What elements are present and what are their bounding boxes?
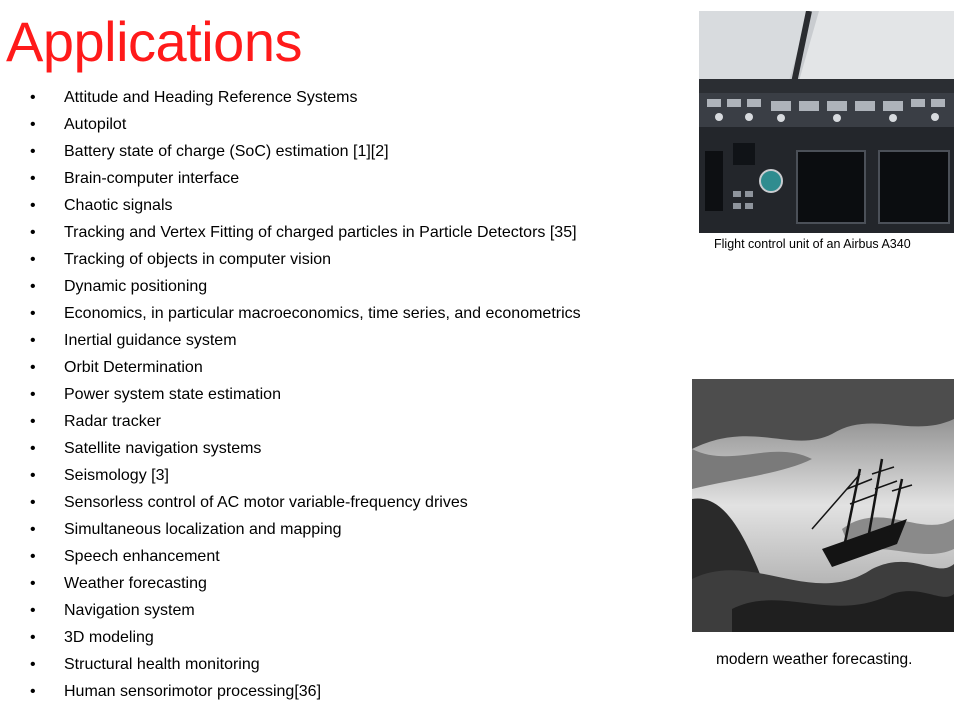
bullet-marker: •: [30, 359, 36, 376]
bullet-marker: •: [30, 143, 36, 160]
bullet-text: Structural health monitoring: [64, 656, 260, 673]
bullet-item: [30, 570, 581, 597]
bullet-text: Speech enhancement: [64, 548, 220, 565]
bullet-marker: •: [30, 170, 36, 187]
weather-photo-caption: modern weather forecasting.: [716, 651, 913, 668]
bullet-marker: •: [30, 629, 36, 646]
bullet-marker: •: [30, 197, 36, 214]
bullet-text: Weather forecasting: [64, 575, 207, 592]
bullet-item: [30, 327, 581, 354]
bullet-text: Seismology [3]: [64, 467, 169, 484]
bullet-text: Autopilot: [64, 116, 127, 133]
bullet-item: [30, 300, 581, 327]
bullet-text: Economics, in particular macroeconomics, time series, and econometrics: [64, 305, 581, 322]
bullet-item: [30, 543, 581, 570]
bullet-text: Chaotic signals: [64, 197, 173, 214]
cockpit-photo-caption: Flight control unit of an Airbus A340: [714, 237, 911, 251]
bullet-marker: •: [30, 521, 36, 538]
bullet-marker: •: [30, 683, 36, 700]
bullet-item: [30, 111, 581, 138]
bullet-text: Battery state of charge (SoC) estimation [1][2]: [64, 143, 389, 160]
bullet-marker: •: [30, 467, 36, 484]
bullet-marker: •: [30, 251, 36, 268]
bullet-item: [30, 192, 581, 219]
bullet-item: [30, 219, 581, 246]
bullet-item: [30, 138, 581, 165]
bullet-marker: •: [30, 89, 36, 106]
bullet-item: [30, 516, 581, 543]
bullet-marker: •: [30, 413, 36, 430]
bullet-marker: •: [30, 440, 36, 457]
bullet-text: Attitude and Heading Reference Systems: [64, 89, 358, 106]
applications-list: [30, 84, 581, 705]
bullet-marker: •: [30, 494, 36, 511]
bullet-marker: •: [30, 386, 36, 403]
bullet-marker: •: [30, 116, 36, 133]
bullet-item: [30, 489, 581, 516]
bullet-text: Dynamic positioning: [64, 278, 208, 295]
bullet-marker: •: [30, 332, 36, 349]
bullet-item: [30, 246, 581, 273]
bullet-marker: •: [30, 548, 36, 565]
bullet-text: Satellite navigation systems: [64, 440, 262, 457]
bullet-marker: •: [30, 305, 36, 322]
bullet-marker: •: [30, 575, 36, 592]
bullet-marker: •: [30, 224, 36, 241]
bullet-item: [30, 678, 581, 705]
bullet-item: [30, 597, 581, 624]
bullet-item: [30, 435, 581, 462]
bullet-text: Tracking and Vertex Fitting of charged particles in Particle Detectors [35]: [64, 224, 577, 241]
bullet-marker: •: [30, 602, 36, 619]
bullet-text: Sensorless control of AC motor variable-frequency drives: [64, 494, 468, 511]
bullet-item: [30, 381, 581, 408]
bullet-text: Tracking of objects in computer vision: [64, 251, 332, 268]
bullet-item: [30, 462, 581, 489]
bullet-text: Radar tracker: [64, 413, 161, 430]
storm-ship-engraving: [692, 379, 954, 632]
bullet-item: [30, 165, 581, 192]
bullet-text: Brain-computer interface: [64, 170, 240, 187]
bullet-item: [30, 273, 581, 300]
bullet-text: Orbit Determination: [64, 359, 203, 376]
bullet-text: Inertial guidance system: [64, 332, 237, 349]
bullet-item: [30, 624, 581, 651]
cockpit-photo: [699, 11, 954, 233]
bullet-text: Power system state estimation: [64, 386, 281, 403]
bullet-item: [30, 84, 581, 111]
bullet-text: Navigation system: [64, 602, 195, 619]
slide-title: Applications: [6, 10, 302, 73]
bullet-item: [30, 408, 581, 435]
bullet-marker: •: [30, 656, 36, 673]
bullet-item: [30, 651, 581, 678]
bullet-text: Human sensorimotor processing[36]: [64, 683, 322, 700]
bullet-text: 3D modeling: [64, 629, 154, 646]
bullet-item: [30, 354, 581, 381]
bullet-marker: •: [30, 278, 36, 295]
bullet-text: Simultaneous localization and mapping: [64, 521, 342, 538]
